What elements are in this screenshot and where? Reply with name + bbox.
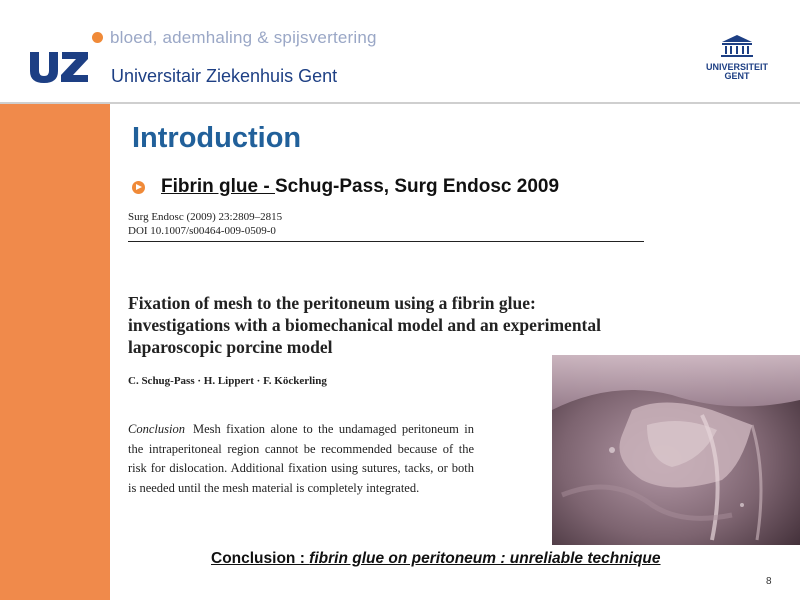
university-building-icon xyxy=(719,34,755,58)
uz-logo xyxy=(28,50,90,84)
laparoscopic-image xyxy=(552,355,800,545)
footer-conclusion-label: Conclusion : xyxy=(211,550,310,567)
slide-conclusion xyxy=(211,550,661,568)
bullet-reference: Schug-Pass, Surg Endosc 2009 xyxy=(275,176,560,197)
laparoscopic-photo xyxy=(552,355,800,545)
arrow-bullet-icon xyxy=(132,181,145,194)
paper-doi: DOI 10.1007/s00464-009-0509-0 xyxy=(128,225,276,237)
conclusion-label: Conclusion xyxy=(128,422,185,436)
slide-header xyxy=(0,0,800,104)
paper-excerpt xyxy=(128,210,648,495)
bullet-text xyxy=(161,176,559,198)
ugent-logo xyxy=(700,34,774,81)
paper-authors: C. Schug-Pass · H. Lippert · F. Köckerling xyxy=(128,375,327,387)
paper-title-line: laparoscopic porcine model xyxy=(128,337,333,357)
department-dot-icon xyxy=(92,32,103,43)
footer-conclusion-text: fibrin glue on peritoneum : unreliable technique xyxy=(309,550,661,567)
hospital-name: Universitair Ziekenhuis Gent xyxy=(111,66,338,86)
paper-conclusion xyxy=(128,420,474,498)
paper-divider xyxy=(128,241,644,242)
orange-side-bar xyxy=(0,104,110,600)
page-number: 8 xyxy=(766,576,772,587)
bullet-item xyxy=(132,174,559,200)
header-divider xyxy=(0,102,800,104)
paper-title-line: investigations with a biomechanical model and an experimental xyxy=(128,315,601,335)
university-name: UNIVERSITEIT xyxy=(705,62,768,72)
conclusion-text: Mesh fixation alone to the undamaged peritoneum in the intraperitoneal region cannot be recommended because of the risk for dislocation. Additional fixation using sutures, tacks, or both is needed until the mesh material is completely integrated. xyxy=(128,422,474,495)
paper-citation: Surg Endosc (2009) 23:2809–2815 xyxy=(128,211,283,223)
bullet-topic: Fibrin glue - xyxy=(161,176,275,197)
university-city: GENT xyxy=(724,71,750,81)
paper-title xyxy=(128,292,648,358)
slide-title: Introduction xyxy=(132,122,302,154)
department-name: bloed, ademhaling & spijsvertering xyxy=(110,28,377,47)
paper-title-line: Fixation of mesh to the peritoneum using a fibrin glue: xyxy=(128,293,536,313)
